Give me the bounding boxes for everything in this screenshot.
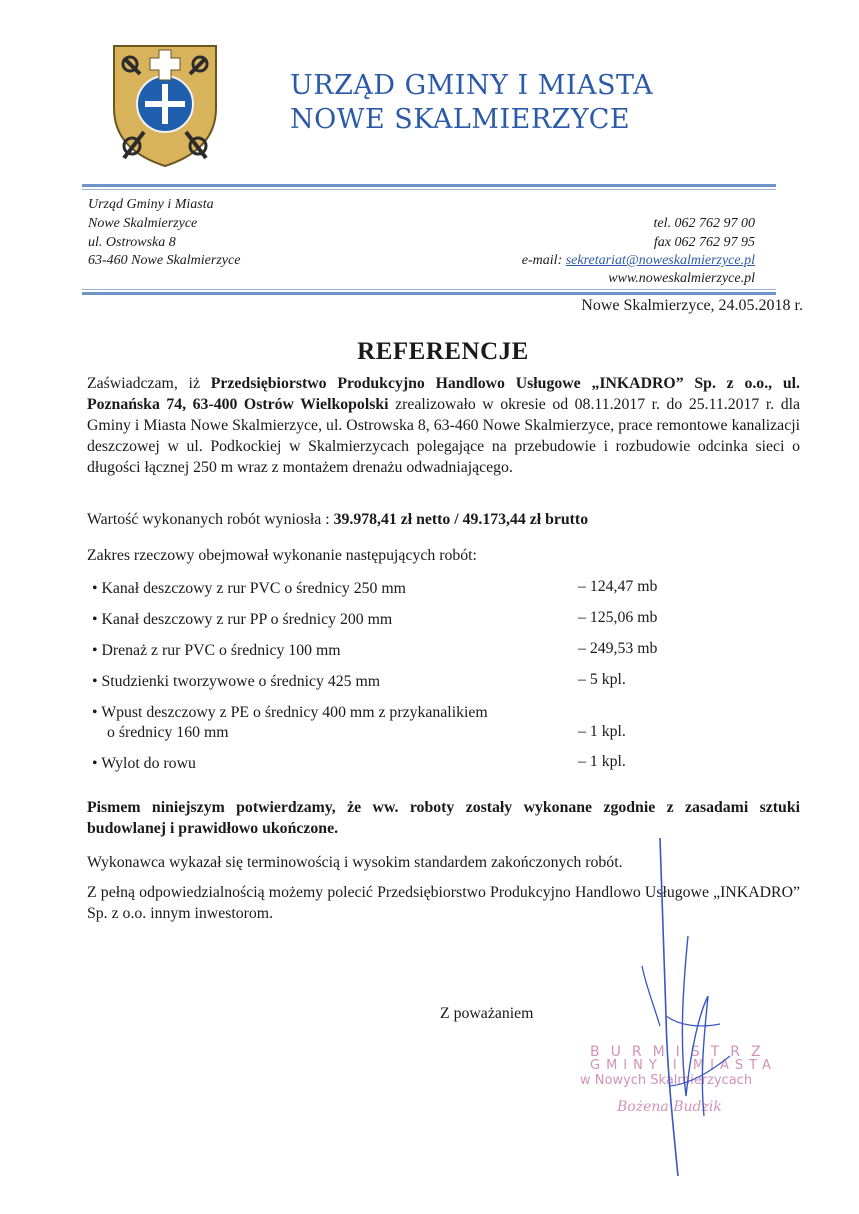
scope-item-qty: – 1 kpl.: [578, 753, 626, 770]
header-divider-bottom: [82, 292, 776, 295]
intro-paragraph: [87, 373, 800, 478]
contact-fax: fax 062 762 97 95: [653, 235, 755, 250]
office-title-line-1: URZĄD GMINY I MIASTA: [290, 70, 654, 101]
contact-email-label: e-mail:: [521, 253, 563, 268]
scope-item-label: • Wylot do rowu: [92, 755, 196, 772]
address-line-4: 63-460 Nowe Skalmierzyce: [88, 253, 241, 268]
scope-item-label: • Wpust deszczowy z PE o średnicy 400 mm z przykanalikiem: [92, 704, 488, 721]
address-line-2: Nowe Skalmierzyce: [88, 216, 198, 231]
scope-item-label: • Kanał deszczowy z rur PP o średnicy 200 mm: [92, 611, 393, 628]
contact-email-row: [522, 253, 755, 269]
intro-text-rest: zrealizowało w okresie od 08.11.2017 r. do 25.11.2017 r. dla Gminy i Miasta Nowe Skalmierzyce, ul. Ostrowska 8, 63-460 Nowe Skalmierzyce, prace remontowe kanalizacji deszczowej w ul. Podkockiej w Skalmierzycach polegające na przebudowie i rozbudowie odcinka sieci o długości łącznej 250 m wraz z montażem drenażu odwadniającego.: [87, 396, 801, 476]
value-paragraph: [87, 509, 847, 530]
recommendation-paragraph: Z pełną odpowiedzialnością możemy polecić Przedsiębiorstwo Produkcyjno Handlowo Usługowe „INKADRO” Sp. z o.o. innym inwestorom.: [87, 884, 800, 922]
header-divider-bottom-thin: [82, 289, 776, 290]
contact-tel: tel. 062 762 97 00: [653, 216, 755, 231]
stamp-line-1: BURMISTRZ: [590, 1044, 772, 1060]
stamp-line-3: w Nowych Skalmierzycach: [580, 1073, 753, 1088]
address-line-1: Urząd Gminy i Miasta: [88, 197, 214, 212]
value-label: Wartość wykonanych robót wyniosła :: [87, 511, 334, 528]
address-line-3: ul. Ostrowska 8: [88, 235, 176, 250]
scope-item-label: • Studzienki tworzywowe o średnicy 425 mm: [92, 673, 381, 690]
scope-item-qty: – 1 kpl.: [578, 723, 626, 740]
intro-text-start: Zaświadczam, iż: [87, 375, 211, 392]
scope-item-qty: – 5 kpl.: [578, 671, 626, 688]
timeliness-paragraph: Wykonawca wykazał się terminowością i wysokim standardem zakończonych robót.: [87, 854, 623, 871]
scope-item-label: • Drenaż z rur PVC o średnicy 100 mm: [92, 642, 341, 659]
scope-item-qty: – 125,06 mb: [578, 609, 658, 626]
document-date: Nowe Skalmierzyce, 24.05.2018 r.: [581, 297, 803, 314]
company-name: Przedsiębiorstwo Produkcyjno Handlowo Usługowe „INKADRO” Sp. z o.o., ul. Poznańska 74, 63-400 Ostrów Wielkopolski: [87, 375, 800, 413]
header-divider-top-thin: [82, 189, 776, 190]
handwritten-signature: [620, 836, 740, 1192]
document-title: REFERENCJE: [357, 338, 529, 365]
scope-intro: Zakres rzeczowy obejmował wykonanie następujących robót:: [87, 547, 477, 564]
closing-salutation: Z poważaniem: [440, 1005, 534, 1022]
confirmation-paragraph: Pismem niniejszym potwierdzamy, że ww. roboty zostały wykonane zgodnie z zasadami sztuki budowlanej i prawidłowo ukończone.: [87, 799, 800, 837]
stamp-signatory-name: Bożena Budzik: [617, 1099, 722, 1115]
scope-item-qty: – 124,47 mb: [578, 578, 658, 595]
header-divider-top: [82, 184, 776, 187]
office-title-line-2: NOWE SKALMIERZYCE: [290, 104, 631, 135]
stamp-line-2: GMINY I MIASTA: [590, 1058, 777, 1073]
scope-item-label: • Kanał deszczowy z rur PVC o średnicy 250 mm: [92, 580, 406, 597]
coat-of-arms-logo: [110, 42, 220, 168]
contact-email-link[interactable]: sekretariat@noweskalmierzyce.pl: [565, 253, 755, 268]
contact-website: www.noweskalmierzyce.pl: [608, 271, 755, 286]
value-amount: 39.978,41 zł netto / 49.173,44 zł brutto: [333, 511, 589, 528]
scope-item-qty: – 249,53 mb: [578, 640, 658, 657]
scope-item-label-continuation: o średnicy 160 mm: [107, 724, 229, 741]
